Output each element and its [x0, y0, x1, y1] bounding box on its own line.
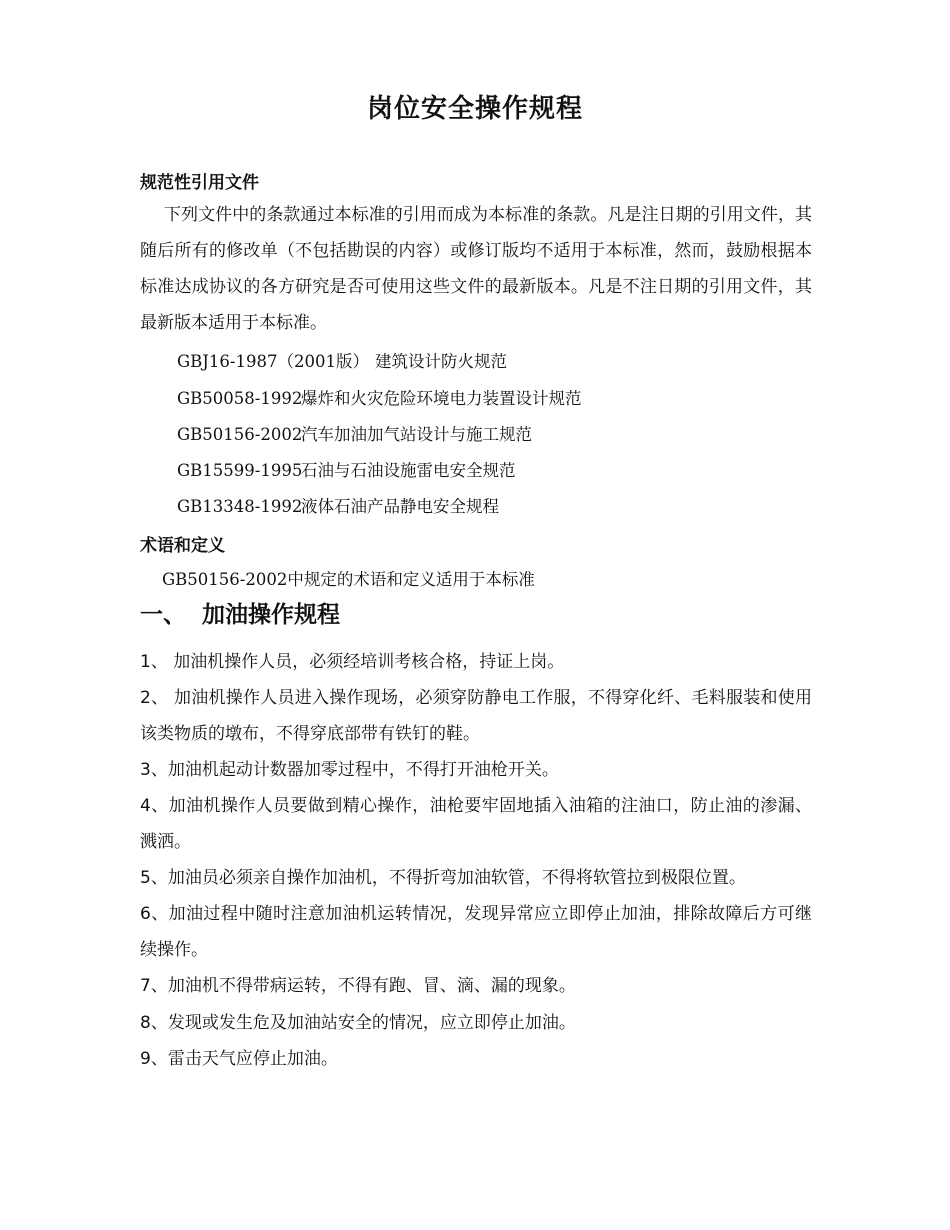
list-item	[140, 1005, 812, 1041]
section-heading-1	[140, 596, 340, 629]
ref-name: 液体石油产品静电安全规程	[301, 497, 499, 516]
item-number: 8、	[140, 1013, 168, 1033]
section-title: 加油操作规程	[202, 602, 340, 628]
item-number: 4、	[140, 796, 169, 816]
item-text: 加油机不得带病运转，不得有跑、冒、滴、漏的现象。	[167, 976, 576, 996]
ref-item	[177, 385, 582, 409]
ref-code: GB15599-1995	[177, 461, 303, 480]
item-text: 加油机起动计数器加零过程中，不得打开油枪开关。	[167, 760, 559, 780]
item-number: 2、	[140, 688, 169, 708]
list-item	[140, 788, 812, 860]
ref-item	[177, 493, 499, 517]
terms-text: GB50156-2002中规定的术语和定义适用于本标准	[162, 570, 535, 589]
normative-refs-heading: 规范性引用文件	[140, 173, 259, 193]
list-item	[140, 1041, 812, 1077]
ref-code: GB13348-1992	[177, 497, 303, 516]
list-item	[140, 644, 812, 680]
ref-code: GB50156-2002	[177, 425, 303, 444]
normative-refs-intro: 下列文件中的条款通过本标准的引用而成为本标准的条款。凡是注日期的引用文件，其随后所有的修改单（不包括勘误的内容）或修订版均不适用于本标准，然而，鼓励根据本标准达成协议的各方研究是否可使用这些文件的最新版本。凡是不注日期的引用文件，其最新版本适用于本标准。	[140, 205, 812, 333]
section-number: 一、	[140, 602, 186, 628]
item-text: 雷击天气应停止加油。	[167, 1049, 338, 1069]
item-number: 5、	[140, 868, 168, 888]
ref-item	[177, 421, 532, 445]
item-text: 加油机操作人员，必须经培训考核合格，持证上岗。	[173, 652, 565, 672]
list-item	[140, 752, 812, 788]
list-item	[140, 968, 812, 1004]
ref-item	[177, 348, 507, 372]
ref-name: 石油与石油设施雷电安全规范	[301, 461, 516, 480]
ref-code: GB50058-1992	[177, 389, 303, 408]
list-item	[140, 896, 812, 968]
terms-heading: 术语和定义	[140, 536, 225, 556]
item-text: 发现或发生危及加油站安全的情况，应立即停止加油。	[167, 1013, 576, 1033]
item-number: 1、	[140, 652, 168, 672]
item-text: 加油机操作人员要做到精心操作，油枪要牢固地插入油箱的注油口，防止油的渗漏、溅洒。	[140, 796, 812, 852]
item-number: 3、	[140, 760, 168, 780]
item-number: 6、	[140, 904, 169, 924]
item-number: 7、	[140, 976, 168, 996]
item-text: 加油员必须亲自操作加油机，不得折弯加油软管，不得将软管拉到极限位置。	[167, 868, 746, 888]
ref-item	[177, 457, 516, 481]
ref-name: 汽车加油加气站设计与施工规范	[301, 425, 532, 444]
ref-code: GBJ16-1987（2001版）	[177, 352, 369, 371]
item-text: 加油机操作人员进入操作现场，必须穿防静电工作服，不得穿化纤、毛料服装和使用该类物质的墩布，不得穿底部带有铁钉的鞋。	[140, 688, 812, 744]
list-item	[140, 860, 812, 896]
page-title: 岗位安全操作规程	[366, 94, 583, 124]
list-item	[140, 680, 812, 752]
ref-name: 建筑设计防火规范	[374, 352, 507, 371]
ref-name: 爆炸和火灾危险环境电力装置设计规范	[301, 389, 582, 408]
item-text: 加油过程中随时注意加油机运转情况，发现异常应立即停止加油，排除故障后方可继续操作。	[140, 904, 812, 960]
item-number: 9、	[140, 1049, 168, 1069]
